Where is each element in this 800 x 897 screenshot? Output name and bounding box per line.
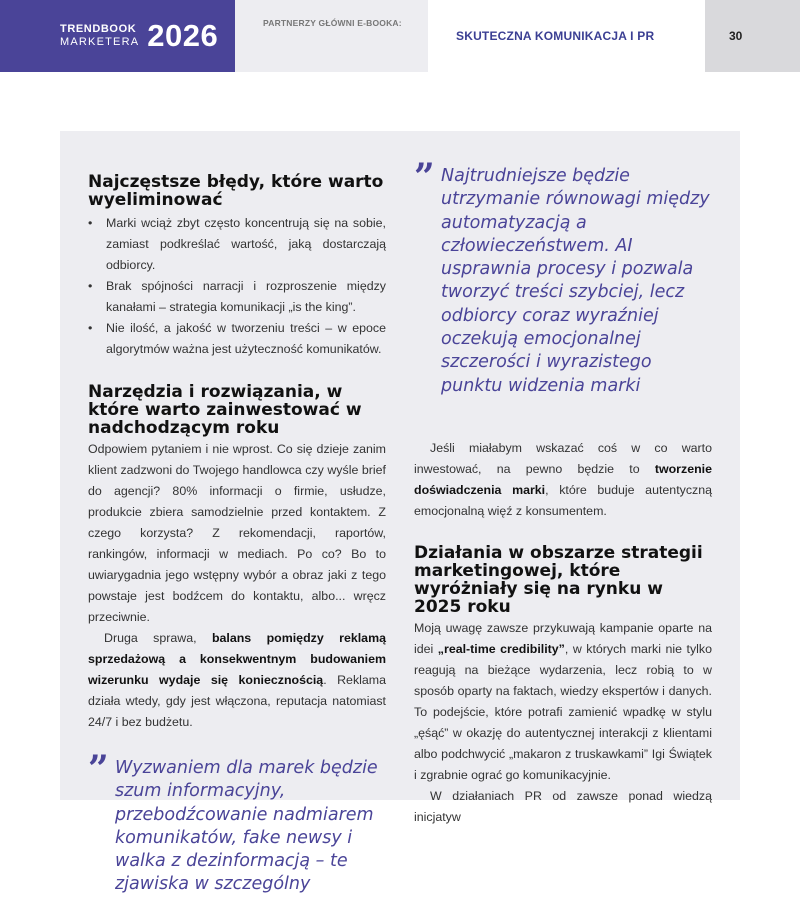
brand-year: 2026 bbox=[147, 18, 219, 53]
heading-tools: Narzędzia i rozwiązania, w które warto zainwestować w nadchodzącym roku bbox=[88, 382, 362, 438]
page-number: 30 bbox=[705, 0, 800, 72]
heading-mistakes: Najczęstsze błędy, które warto wyeliminować bbox=[88, 172, 384, 210]
left-column bbox=[88, 131, 386, 897]
quote-icon: ” bbox=[414, 156, 435, 198]
brand-logo bbox=[0, 0, 235, 72]
right-column bbox=[414, 131, 712, 828]
list-item: • Marki wciąż zbyt często koncentrują się na sobie, zamiast podkreślać wartość, jaką dostarczają odbiorcy. bbox=[88, 213, 386, 276]
paragraph-strategy: Moją uwagę zawsze przykuwają kampanie oparte na idei „real-time credibility”, w których marki nie tylko reagują na bieżące wydarzenia, lecz robią to w sposób oparty na faktach, wiedzy ekspertów i danych. To podejście, które potrafi zamienić wpadkę w stylu „ęśąć” w okazję do autentycznej interakcji z klientami albo podchwycić „makaron z truskawkami” Igi Świątek i zgrabnie ograć go komunikacyjnie. bbox=[414, 620, 713, 782]
paragraph-pr: W działaniach PR od zawsze ponad wiedzą inicjatyw bbox=[414, 788, 712, 824]
quote-text: Wyzwaniem dla marek będzie szum informacyjny, przebodźcowanie nadmiarem komunikatów, fake newsy i walka z dezinformacją – te zjawiska w szczególny bbox=[115, 758, 378, 895]
list-item: • Nie ilość, a jakość w tworzeniu treści – w epoce algorytmów ważna jest użyteczność komunikatów. bbox=[88, 318, 386, 360]
content-panel bbox=[60, 131, 740, 895]
emphasis-balance: balans pomiędzy reklamą sprzedażową a konsekwentnym budowaniem wizerunku wydaje się koniecznością bbox=[88, 631, 386, 687]
brand-line2: MARKETERA bbox=[60, 36, 140, 48]
list-item: • Brak spójności narracji i rozproszenie między kanałami – strategia komunikacji „is the king”. bbox=[88, 276, 386, 318]
partners-label: PARTNERZY GŁÓWNI E-BOOKA: bbox=[235, 0, 428, 72]
pull-quote-left bbox=[88, 748, 386, 897]
paragraph-invest: Jeśli miałabym wskazać coś w co warto inwestować, na pewno będzie to tworzenie doświadczenia marki, które buduje autentyczną emocjonalną więź z konsumentem. bbox=[414, 440, 712, 518]
heading-strategy: Działania w obszarze strategii marketingowej, które wyróżniały się na rynku w 2025 roku bbox=[414, 542, 703, 617]
brand-line1: TRENDBOOK bbox=[60, 23, 137, 35]
pull-quote-right bbox=[414, 156, 712, 398]
page-header bbox=[0, 0, 800, 72]
paragraph-tools: Odpowiem pytaniem i nie wprost. Co się dzieje zanim klient zadzwoni do Twojego handlowca czy wyśle brief do agencji? 80% informacji o firmie, usłudze, produkcie zbiera samodzielnie przed kontaktem. Z czego korzysta? Z rekomendacji, raportów, rankingów, informacji w mediach. Po co? Bo to uwiarygadnia jego wstępny wybór a obraz jaki z tego powstaje jest bodźcem do kontaktu, albo... wręcz przeciwnie. bbox=[88, 442, 386, 624]
quote-text: Najtrudniejsze będzie utrzymanie równowagi między automatyzacją a człowieczeństwem. AI usprawnia procesy i pozwala tworzyć treści szybciej, lecz odbiorcy coraz wyraźniej oczekują emocjonalnej szczerości i wyrazistego punktu widzenia marki bbox=[441, 166, 710, 396]
emphasis-experience: tworzenie doświadczenia marki bbox=[414, 461, 712, 497]
emphasis-realtime: „real-time credibility” bbox=[437, 641, 565, 656]
section-title: SKUTECZNA KOMUNIKACJA I PR bbox=[428, 0, 705, 72]
mistakes-list bbox=[88, 213, 386, 360]
quote-icon: ” bbox=[88, 748, 109, 790]
paragraph-balance: Druga sprawa, balans pomiędzy reklamą sprzedażową a konsekwentnym budowaniem wizerunku wydaje się koniecznością. Reklama działa wtedy, gdy jest włączona, reputacja natomiast 24/7 i bez budżetu. bbox=[88, 631, 386, 729]
